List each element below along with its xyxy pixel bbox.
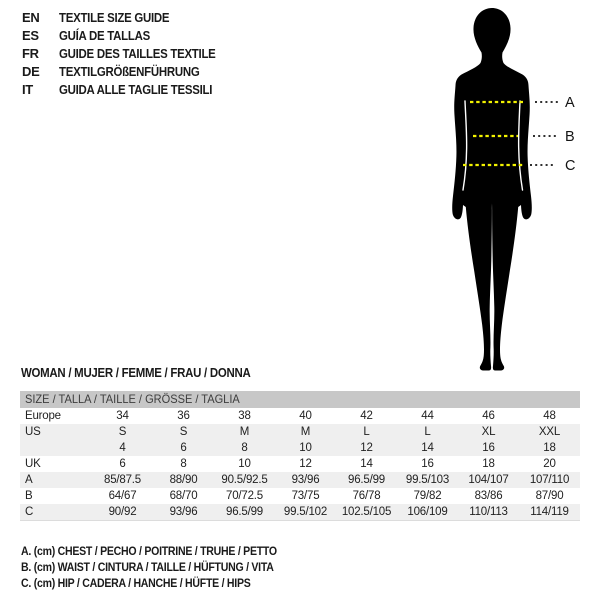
- table-cell: 12: [360, 442, 373, 454]
- table-cell: 48: [543, 410, 556, 422]
- table-cell: 20: [543, 458, 556, 470]
- table-cell: 107/110: [529, 474, 570, 486]
- legend-hip: C. (cm) HIP / CADERA / HANCHE / HÜFTE / HIPS: [21, 576, 251, 590]
- table-row: [20, 424, 580, 440]
- row-label: [20, 440, 92, 456]
- measure-label-a: A: [565, 95, 575, 111]
- table-cell: 40: [299, 410, 312, 422]
- table-cell: S: [118, 426, 127, 438]
- row-label: B: [25, 490, 33, 502]
- table-cell: 44: [421, 410, 434, 422]
- table-cell: 10: [238, 458, 251, 470]
- table-row: [20, 472, 580, 488]
- table-row: [20, 408, 580, 424]
- row-label: A: [25, 474, 33, 486]
- lang-label: TEXTILGRÖßENFÜHRUNG: [59, 64, 200, 79]
- table-cell: 16: [421, 458, 434, 470]
- category-title: WOMAN / MUJER / FEMME / FRAU / DONNA: [21, 365, 251, 380]
- table-row: [20, 456, 580, 472]
- table-cell: 6: [180, 442, 187, 454]
- row-label: UK: [25, 458, 41, 470]
- table-cell: 8: [241, 442, 248, 454]
- woman-silhouette: [452, 8, 532, 371]
- table-cell: 6: [119, 458, 126, 470]
- table-cell: 99.5/103: [405, 474, 450, 486]
- table-cell: 14: [360, 458, 373, 470]
- table-cell: 96.5/99: [348, 474, 385, 486]
- measure-legend: [21, 543, 312, 591]
- table-cell: XXL: [538, 426, 561, 438]
- lang-code: EN: [22, 10, 40, 25]
- table-cell: 12: [299, 458, 312, 470]
- lang-code: FR: [22, 46, 39, 61]
- legend-waist: B. (cm) WAIST / CINTURA / TAILLE / HÜFTUNG / VITA: [21, 560, 274, 574]
- table-cell: 4: [119, 442, 126, 454]
- table-cell: 36: [177, 410, 190, 422]
- lang-label: GUÍA DE TALLAS: [59, 28, 150, 43]
- table-cell: 46: [482, 410, 495, 422]
- table-cell: 70/72.5: [226, 490, 263, 502]
- language-list: [22, 9, 237, 99]
- table-cell: 114/119: [530, 506, 569, 518]
- table-cell: M: [239, 426, 250, 438]
- measurement-figure: [432, 4, 600, 372]
- table-row: [20, 488, 580, 504]
- table-cell: 14: [421, 442, 434, 454]
- table-cell: 76/78: [352, 490, 381, 502]
- legend-chest: A. (cm) CHEST / PECHO / POITRINE / TRUHE / PETTO: [21, 544, 277, 558]
- woman-silhouette-svg: [432, 4, 600, 372]
- table-cell: 10: [299, 442, 312, 454]
- table-cell: 102.5/105: [341, 506, 392, 518]
- size-table: [20, 391, 580, 521]
- table-cell: 16: [482, 442, 495, 454]
- lang-code: DE: [22, 64, 40, 79]
- table-cell: 68/70: [169, 490, 198, 502]
- table-cell: XL: [481, 426, 496, 438]
- table-cell: 64/67: [108, 490, 137, 502]
- table-cell: 42: [360, 410, 373, 422]
- table-cell: 38: [238, 410, 251, 422]
- table-cell: 110/113: [469, 506, 508, 518]
- table-cell: 87/90: [535, 490, 564, 502]
- lang-row-it: [22, 81, 237, 99]
- table-cell: 73/75: [291, 490, 320, 502]
- table-row: [20, 504, 580, 520]
- table-cell: M: [300, 426, 311, 438]
- table-cell: 18: [543, 442, 556, 454]
- table-cell: 18: [482, 458, 495, 470]
- size-table-header-text: SIZE / TALLA / TAILLE / GRÖSSE / TAGLIA: [25, 392, 240, 406]
- lang-code: IT: [22, 82, 33, 97]
- table-cell: 96.5/99: [226, 506, 263, 518]
- measure-label-c: C: [565, 158, 576, 174]
- lang-row-es: [22, 27, 237, 45]
- row-label: C: [25, 506, 34, 518]
- table-cell: 8: [180, 458, 187, 470]
- lang-row-en: [22, 9, 237, 27]
- table-cell: 104/107: [468, 474, 509, 486]
- table-cell: 90/92: [108, 506, 137, 518]
- table-cell: 83/86: [474, 490, 503, 502]
- lang-row-fr: [22, 45, 237, 63]
- table-cell: 93/96: [291, 474, 320, 486]
- row-label: Europe: [25, 410, 61, 422]
- table-cell: L: [363, 426, 370, 438]
- row-label: US: [25, 426, 41, 438]
- table-cell: 79/82: [413, 490, 442, 502]
- table-row: [20, 440, 580, 456]
- lang-code: ES: [22, 28, 39, 43]
- table-cell: S: [179, 426, 188, 438]
- table-cell: 106/109: [407, 506, 448, 518]
- table-cell: 99.5/102: [283, 506, 328, 518]
- table-cell: 88/90: [169, 474, 198, 486]
- table-cell: 85/87.5: [104, 474, 141, 486]
- lang-label: GUIDE DES TAILLES TEXTILE: [59, 46, 216, 61]
- lang-label: TEXTILE SIZE GUIDE: [59, 10, 170, 25]
- size-table-body: [20, 408, 580, 520]
- table-cell: 90.5/92.5: [221, 474, 268, 486]
- table-cell: 34: [116, 410, 129, 422]
- lang-label: GUIDA ALLE TAGLIE TESSILI: [59, 82, 213, 97]
- table-cell: L: [424, 426, 431, 438]
- measure-label-b: B: [565, 129, 575, 145]
- table-cell: 93/96: [169, 506, 198, 518]
- size-table-header: [20, 391, 580, 408]
- lang-row-de: [22, 63, 237, 81]
